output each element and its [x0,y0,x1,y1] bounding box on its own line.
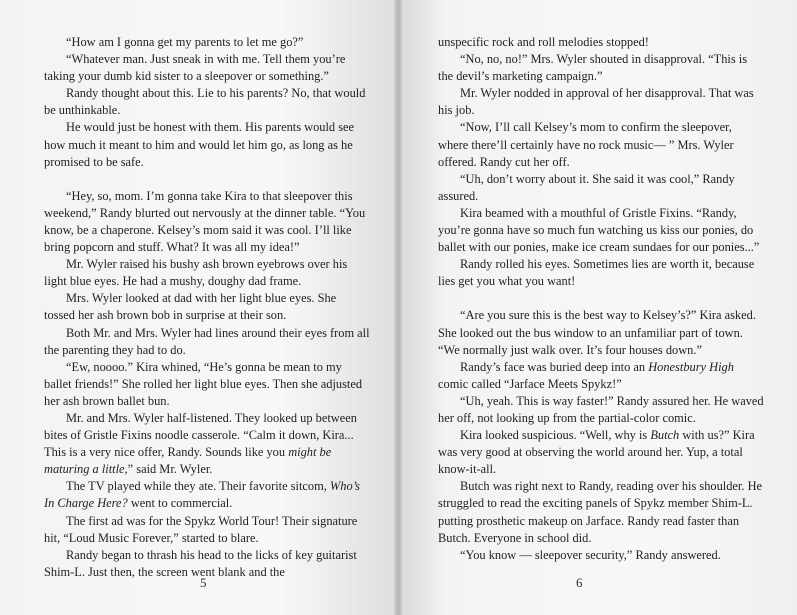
paragraph: He would just be honest with them. His parents would see how much it meant to him and would let him go, as long as he promised to be safe. [44,120,355,169]
text-run: comic called “Jarface Meets Spykz!” [438,376,622,391]
italic-text: Butch [650,428,680,443]
left-page [0,0,398,615]
paragraph: Mr. Wyler nodded in approval of her disapproval. That was his job. [438,86,754,118]
paragraph: Butch was right next to Randy, reading over his shoulder. He struggled to read the exciting panels of Spykz member Shim-L. putting prosthetic makeup on Jarface. Randy read faster than Butch. Everyone in school did. [438,479,763,545]
paragraph [44,478,370,512]
paragraph: Mrs. Wyler looked at dad with her light blue eyes. She tossed her ash brown bob in surprise at their son. [44,291,337,323]
text-run: Mr. and Mrs. Wyler half-listened. They looked up between bites of Gristle Fixins noodle casserole. “Calm it down, Kira... This is a very nice offer, Randy. Sounds like you [44,410,357,460]
paragraph: “No, no, no!” Mrs. Wyler shouted in disapproval. “This is the devil’s marketing campaign.” [438,52,748,84]
paragraph: unspecific rock and roll melodies stopped! [438,35,649,49]
paragraph: Randy began to thrash his head to the licks of key guitarist Shim-L. Just then, the screen went blank and the [44,547,357,579]
paragraph: Mr. Wyler raised his bushy ash brown eyebrows over his light blue eyes. He had a mushy, doughy dad frame. [44,257,348,289]
paragraph [44,410,370,478]
paragraph: “Now, I’ll call Kelsey’s mom to confirm the sleepover, where there’ll certainly have no rock music— ” Mrs. Wyler offered. Randy cut her off. [438,120,734,169]
paragraph [438,427,764,478]
text-run: Kira looked suspicious. “Well, why is [460,428,651,443]
paragraph: “Are you sure this is the best way to Kelsey’s?” Kira asked. She looked out the bus window to an unfamiliar part of town. “We normally just walk over. It’s four houses down.” [438,308,756,357]
text-run: ,” said Mr. Wyler. [124,462,213,477]
paragraph: “Uh, yeah. This is way faster!” Randy assured her. He waved her off, not looking up from the partial-color comic. [438,393,764,425]
right-page-text [438,34,764,564]
italic-text: Honestbury High [648,359,734,374]
paragraph: Kira beamed with a mouthful of Gristle Fixins. “Randy, you’re gonna have so much fun watching us kiss our ponies, do ballet with our ponies, make ice cream sundaes for our ponies...” [438,205,760,255]
text-run: Randy’s face was buried deep into an [460,359,649,374]
paragraph: “How am I gonna get my parents to let me go?” [66,35,304,49]
paragraph: The first ad was for the Spykz World Tour! Their signature hit, “Loud Music Forever,” started to blare. [44,513,358,545]
paragraph: “Uh, don’t worry about it. She said it was cool,” Randy assured. [438,171,735,203]
paragraph: Randy rolled his eyes. Sometimes lies are worth it, because lies get you what you want! [438,257,755,289]
left-page-text [44,34,370,581]
page-number: 6 [576,575,583,590]
paragraph [438,359,764,393]
paragraph: Randy thought about this. Lie to his parents? No, that would be unthinkable. [44,86,366,118]
page-number: 5 [200,575,207,590]
text-run: The TV played while they ate. Their favorite sitcom, [66,479,330,494]
italic-text: might be maturing a little [44,445,332,477]
right-page [398,0,797,615]
paragraph: “Hey, so, mom. I’m gonna take Kira to that sleepover this weekend,” Randy blurted out nervously at the dinner table. “You know, be a chaperone. Kelsey’s mom said it was cool. I’ll like bring popcorn and stuff. What? It was all my idea!” [44,188,366,255]
paragraph: “Ew, noooo.” Kira whined, “He’s gonna be mean to my ballet friends!” She rolled her light blue eyes. Then she adjusted her ash brown ballet bun. [44,359,363,408]
book-gutter [394,0,402,615]
text-run: went to commercial. [127,496,233,511]
italic-text: Who’s In Charge Here? [44,479,360,511]
paragraph: “You know — sleepover security,” Randy answered. [460,547,721,562]
paragraph: Both Mr. and Mrs. Wyler had lines around their eyes from all the parenting they had to do. [44,325,370,357]
text-run: with us?” Kira was very good at observing the world around her. Yup, a total know-it-all. [438,428,755,477]
paragraph: “Whatever man. Just sneak in with me. Tell them you’re taking your dumb kid sister to a sleepover or something.” [44,52,346,84]
